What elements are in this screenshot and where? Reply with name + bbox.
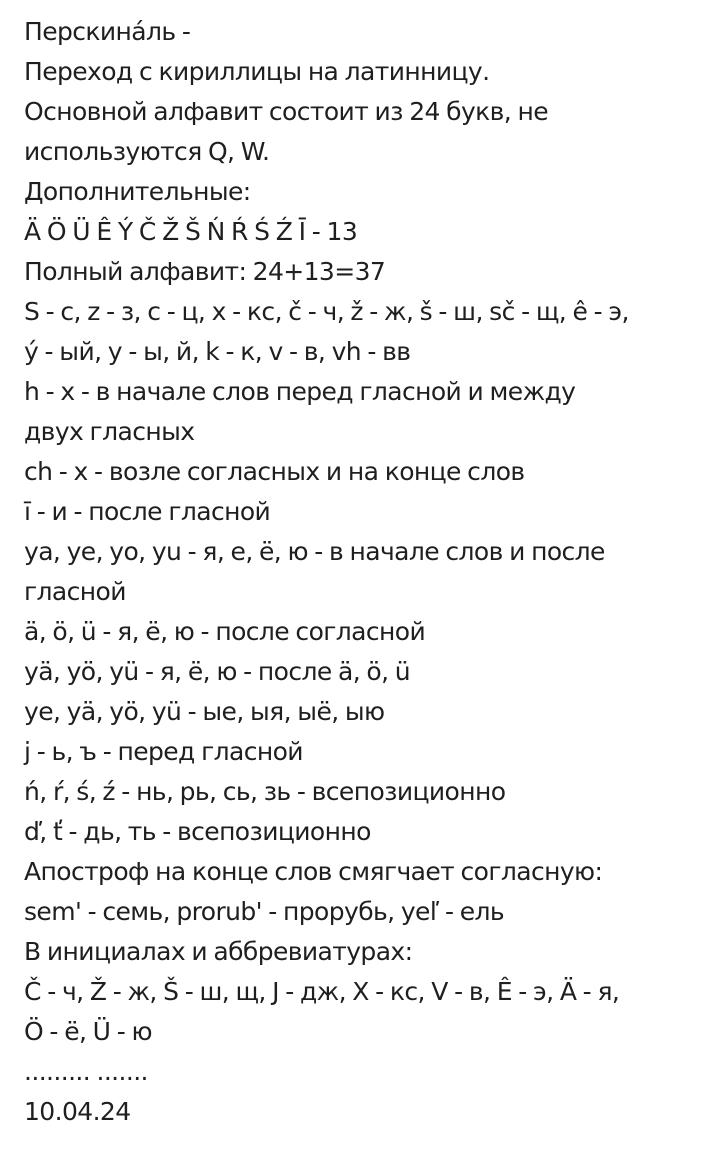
- note-line: В инициалах и аббревиатурах:: [24, 937, 413, 966]
- note-line: ń, ŕ, ś, ź - нь, рь, сь, зь - всепозиционно: [24, 777, 506, 806]
- note-line: ye, yä, yö, yü - ые, ыя, ыё, ыю: [24, 697, 385, 726]
- note-line: Дополнительные:: [24, 177, 251, 206]
- note-line: sem' - семь, prorub' - прорубь, yeľ - ель: [24, 897, 505, 926]
- additional-letters-line: Ä Ö Ü Ê Ý Č Ž Š Ń Ŕ Ś Ź Ī - 13: [24, 217, 358, 246]
- note-line: Полный алфавит: 24+13=37: [24, 257, 386, 286]
- note-line: Апостроф на конце слов смягчает согласную:: [24, 857, 603, 886]
- note-line: ý - ый, y - ы, й, k - к, v - в, vh - вв: [24, 337, 411, 366]
- note-line: S - с, z - з, c - ц, x - кс, č - ч, ž - ж, š - ш, sč - щ, ê - э,: [24, 297, 629, 326]
- note-title: Перскина́ль -: [24, 17, 191, 46]
- note-line: Переход с кириллицы на латинницу.: [24, 57, 490, 86]
- note-line: двух гласных: [24, 417, 195, 446]
- note-date: 10.04.24: [24, 1097, 131, 1126]
- note-line: используются Q, W.: [24, 137, 270, 166]
- note-line: ä, ö, ü - я, ё, ю - после согласной: [24, 617, 426, 646]
- note-line: ya, ye, yo, yu - я, е, ё, ю - в начале слов и после: [24, 537, 605, 566]
- note-line: ī - и - после гласной: [24, 497, 271, 526]
- ellipsis-line: ......... .......: [24, 1057, 148, 1086]
- note-line: Č - ч, Ž - ж, Š - ш, щ, J - дж, X - кс, V - в, Ê - э, Ä - я,: [24, 977, 620, 1006]
- note-line: гласной: [24, 577, 126, 606]
- note-line: j - ь, ъ - перед гласной: [24, 737, 303, 766]
- note-line: Ö - ё, Ü - ю: [24, 1017, 152, 1046]
- note-line: h - х - в начале слов перед гласной и между: [24, 377, 576, 406]
- note-line: ch - х - возле согласных и на конце слов: [24, 457, 525, 486]
- note-line: Основной алфавит состоит из 24 букв, не: [24, 97, 549, 126]
- note-line: ď, ť - дь, ть - всепозиционно: [24, 817, 371, 846]
- note-line: yä, yö, yü - я, ё, ю - после ä, ö, ü: [24, 657, 411, 686]
- note-document: [24, 12, 714, 1132]
